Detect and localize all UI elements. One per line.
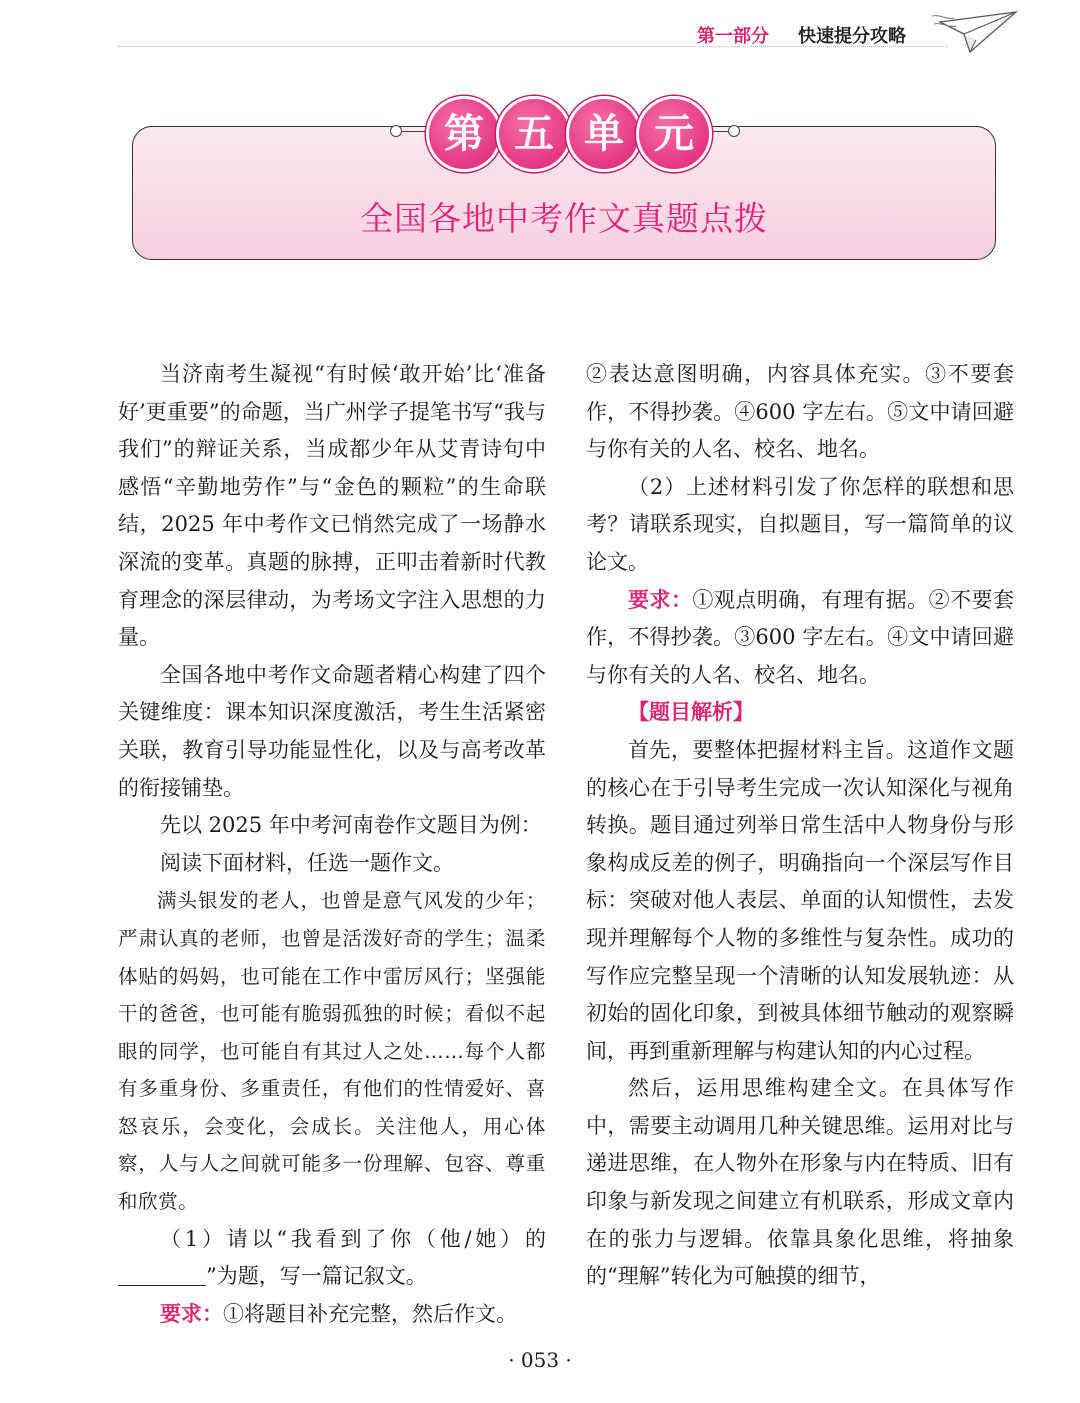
- analysis-paragraph-1: 首先，要整体把握材料主旨。这道作文题的核心在于引导考生完成一次认知深化与视角转换。题目通过列举日常生活中人物身份与形象构成反差的例子，明确指向一个深层写作目标：突破对他人表层、单面的认知惯性，去发现并理解每个人物的多维性与复杂性。成功的写作应完整呈现一个清晰的认知发展轨迹：从初始的固化印象，到被具体细节触动的观察瞬间，再到重新理解与构建认知的内心过程。: [586, 737, 1014, 1063]
- example-intro: 先以 2025 年中考河南卷作文题目为例：: [160, 813, 542, 838]
- left-column: [118, 356, 546, 1333]
- question-1-text: （1）请以“我看到了你（他/她）的: [160, 1226, 546, 1251]
- unit-title-char: 五: [496, 96, 572, 172]
- dimensions-paragraph: 全国各地中考作文命题者精心构建了四个关键维度：课本知识深度激活，考生生活紧密关联，教育引导功能显性化，以及与高考改革的衔接铺垫。: [118, 662, 546, 800]
- material-quote: 满头银发的老人，也曾是意气风发的少年；严肃认真的老师，也曾是活泼好奇的学生；温柔体贴的妈妈，也可能在工作中雷厉风行；坚强能干的爸爸，也可能有脆弱孤独的时候；看似不起眼的同学，也可能自有其过人之处……每个人都有多重身份、多重责任，有他们的性情爱好、喜怒哀乐，会变化，会成长。关注他人，用心体察，人与人之间就可能多一份理解、包容、尊重和欣赏。: [118, 889, 546, 1214]
- analysis-paragraph-2: 然后，运用思维构建全文。在具体写作中，需要主动调用几种关键思维。运用对比与递进思维，在人物外在形象与内在特质、旧有印象与新发现之间建立有机联系，形成文章内在的张力与逻辑。依靠具象化思维，将抽象的“理解”转化为可触摸的细节，: [586, 1076, 1014, 1289]
- banner-connector-dot-right: [728, 125, 740, 137]
- question-2: （2）上述材料引发了你怎样的联想和思考？请联系现实，自拟题目，写一篇简单的议论文。: [586, 474, 1014, 574]
- right-column: [586, 356, 1014, 1296]
- requirements-1-text: ①将题目补充完整，然后作文。: [223, 1301, 517, 1326]
- analysis-heading: [586, 694, 1014, 732]
- requirements-label: 要求：: [160, 1301, 223, 1326]
- header-part-label: 第一部分: [697, 26, 769, 47]
- banner-subtitle: 全国各地中考作文真题点拨: [360, 199, 768, 238]
- question-1: [118, 1221, 546, 1296]
- requirements-2: [586, 582, 1014, 695]
- unit-title-char: 单: [566, 96, 642, 172]
- requirements-2-text: ①观点明确，有理有据。②不要套作，不得抄袭。③600 字左右。④文中请回避与你有关的人名、校名、地名。: [586, 587, 1015, 687]
- banner-connector-dot-left: [390, 125, 402, 137]
- unit-title: [390, 96, 750, 168]
- header-section-title: 快速提分攻略: [798, 26, 906, 47]
- question-1-text-end: ”为题，写一篇记叙文。: [206, 1264, 427, 1289]
- task-instruction: 阅读下面材料，任选一题作文。: [160, 850, 454, 875]
- title-blank: [118, 1263, 206, 1286]
- intro-paragraph: 当济南考生凝视“有时候‘敢开始’比‘准备好’更重要”的命题，当广州学子提笔书写“我与我们”的辩证关系，当成都少年从艾青诗句中感悟“辛勤地劳作”与“金色的颗粒”的生命联结，2025 年中考作文已悄然完成了一场静水深流的变革。真题的脉搏，正叩击着新时代教育理念的深层律动，为考场文字注入思想的力量。: [118, 362, 546, 650]
- paper-plane-icon: [930, 8, 1020, 56]
- page-number: · 053 ·: [508, 1348, 572, 1372]
- unit-title-char: 第: [426, 96, 502, 172]
- unit-title-char: 元: [636, 96, 712, 172]
- requirements-label: 要求：: [628, 587, 693, 612]
- requirements-1: [118, 1296, 546, 1334]
- analysis-label: 【题目解析】: [628, 700, 754, 725]
- requirements-1-continued: ②表达意图明确，内容具体充实。③不要套作，不得抄袭。④600 字左右。⑤文中请回避与你有关的人名、校名、地名。: [586, 362, 1014, 462]
